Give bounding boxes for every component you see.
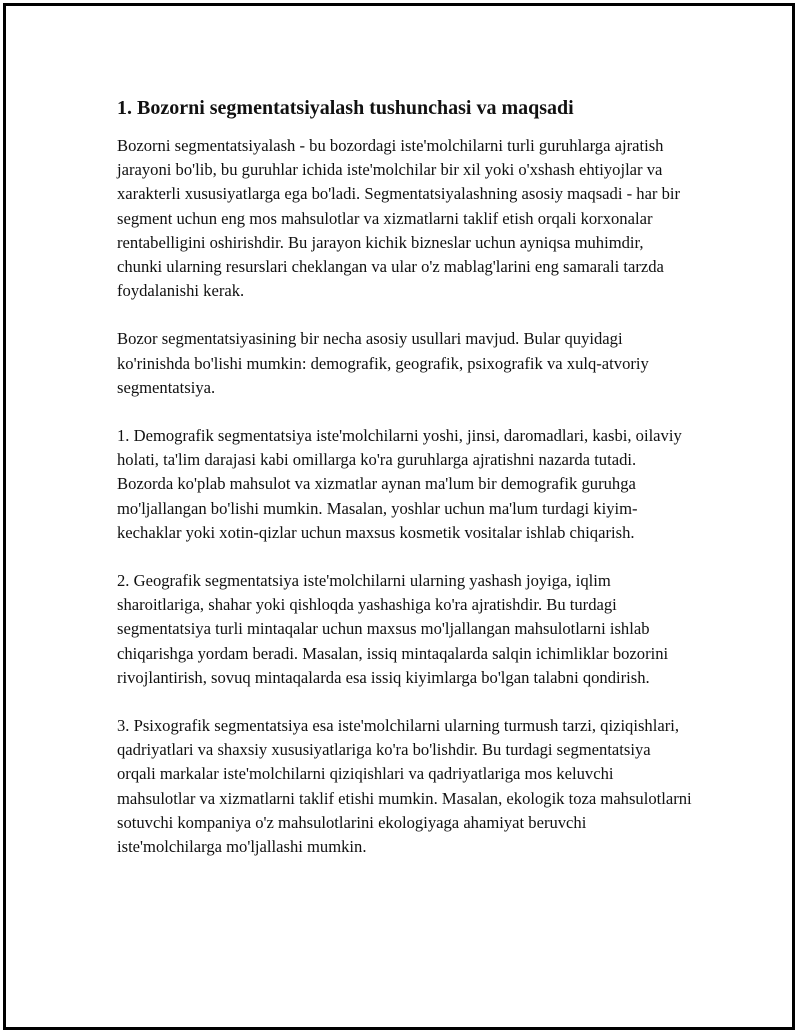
paragraph-methods: Bozor segmentatsiyasining bir necha asosiy usullari mavjud. Bular quyidagi ko'rinishda bo'lishi mumkin: demografik, geografik, psixografik va xulq-atvoriy segmentatsiya. (117, 329, 649, 397)
paragraph-geographic: 2. Geografik segmentatsiya iste'molchilarni ularning yashash joyiga, iqlim sharoitlariga, shahar yoki qishloqda yashashiga ko'ra ajratishdir. Bu turdagi segmentatsiya turli mintaqalar uchun maxsus mo'ljallangan mahsulotlarni ishlab chiqarishga yordam beradi. Masalan, issiq mintaqalarda salqin ichimliklar bozorini rivojlantirish, sovuq mintaqalarda esa issiq kiyimlarga bo'lgan talabni qondirish. (117, 571, 669, 687)
paragraph-demographic: 1. Demografik segmentatsiya iste'molchilarni yoshi, jinsi, daromadlari, kasbi, oilaviy holati, ta'lim darajasi kabi omillarga ko'ra guruhlarga ajratishni nazarda tutadi. Bozorda ko'plab mahsulot va xizmatlar aynan ma'lum bir demografik guruhga mo'ljallangan bo'lishi mumkin. Masalan, yoshlar uchun ma'lum turdagi kiyim-kechaklar yoki xotin-qizlar uchun maxsus kosmetik vositalar ishlab chiqarish. (117, 426, 682, 542)
paragraph-psychographic: 3. Psixografik segmentatsiya esa iste'molchilarni ularning turmush tarzi, qiziqishlari, qadriyatlari va shaxsiy xususiyatlariga ko'ra bo'lishdir. Bu turdagi segmentatsiya orqali markalar iste'molchilarni qiziqishlari va qadriyatlariga mos keluvchi mahsulotlar va xizmatlarni taklif etishi mumkin. Masalan, ekologik toza mahsulotlarni sotuvchi kompaniya o'z mahsulotlarini ekologiyaga ahamiyat beruvchi iste'molchilarga mo'ljallashi mumkin. (117, 716, 692, 857)
section-heading: 1. Bozorni segmentatsiyalash tushunchasi va maqsadi (117, 97, 574, 119)
document-body (117, 96, 692, 859)
paragraph-definition: Bozorni segmentatsiyalash - bu bozordagi iste'molchilarni turli guruhlarga ajratish jarayoni bo'lib, bu guruhlar ichida iste'molchilar bir xil yoki o'xshash ehtiyojlar va xarakterli xususiyatlarga ega bo'ladi. Segmentatsiyalashning asosiy maqsadi - har bir segment uchun eng mos mahsulotlar va xizmatlarni taklif etish orqali korxonalar rentabelligini oshirishdir. Bu jarayon kichik bizneslar uchun ayniqsa muhimdir, chunki ularning resurslari cheklangan va ular o'z mablag'larini eng samarali tarzda foydalanishi kerak. (117, 136, 681, 301)
